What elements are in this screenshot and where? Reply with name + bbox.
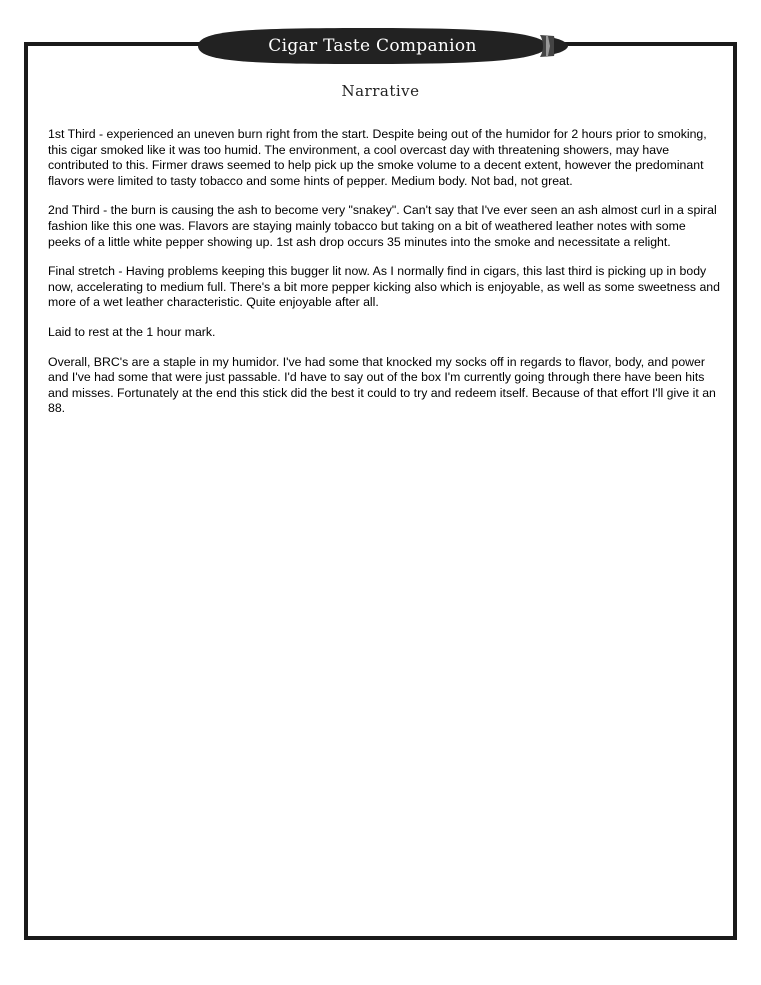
narrative-paragraph-first-third: 1st Third - experienced an uneven burn right from the start. Despite being out of the humidor for 2 hours prior to smoking, this cigar smoked like it was too humid. The environment, a cool overcast day with threatening showers, may have contributed to this. Firmer draws seemed to help pick up the smoke volume to a decent extent, however the predominant flavors were limited to tasty tobacco and some hints of pepper. Medium body. Not bad, not great. bbox=[48, 127, 707, 188]
section-heading: Narrative bbox=[341, 82, 420, 100]
narrative-body bbox=[48, 127, 720, 431]
narrative-paragraph-final-stretch: Final stretch - Having problems keeping this bugger lit now. As I normally find in cigars, this last third is picking up in body now, accelerating to medium full. There's a bit more pepper kicking also which is enjoyable, as well as some sweetness and more of a wet leather characteristic. Quite enjoyable after all. bbox=[48, 264, 720, 310]
cigar-banner bbox=[190, 26, 570, 66]
narrative-paragraph-laid-to-rest: Laid to rest at the 1 hour mark. bbox=[48, 324, 216, 339]
narrative-paragraph-second-third: 2nd Third - the burn is causing the ash to become very "snakey". Can't say that I've ever seen an ash almost curl in a spiral fashion like this one was. Flavors are staying mainly tobacco but taking on a bit of weathered leather notes with some peeks of a little white pepper showing up. 1st ash drop occurs 35 minutes into the smoke and necessitate a relight. bbox=[48, 203, 717, 249]
narrative-paragraph-overall: Overall, BRC's are a staple in my humidor. I've had some that knocked my socks off in regards to flavor, body, and power and I've had some that were just passable. I'd have to say out of the box I'm currently going through there have been hits and misses. Fortunately at the end this stick did the best it could to try and redeem itself. Because of that effort I'll give it an 88. bbox=[48, 354, 716, 416]
banner-title: Cigar Taste Companion bbox=[268, 36, 477, 56]
